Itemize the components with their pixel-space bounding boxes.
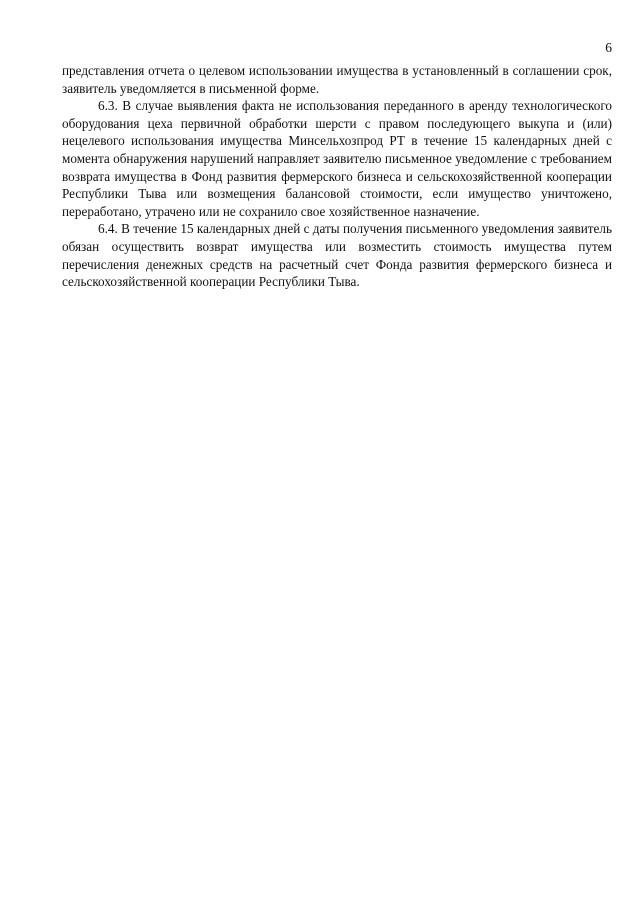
page-number: 6	[605, 40, 612, 55]
paragraph-6-3: 6.3. В случае выявления факта не использования переданного в аренду технологического оборудования цеха первичной обработки шерсти с правом последующего выкупа и (или) нецелевого использования имущества Минсельхозпрод РТ в течение 15 календарных дней с момента обнаружения нарушений направляет заявителю письменное уведомление с требованием возврата имущества в Фонд развития фермерского бизнеса и сельскохозяйственной кооперации Республики Тыва или возмещения балансовой стоимости, если имущество уничтожено, переработано, утрачено или не сохранило свое хозяйственное назначение.	[62, 98, 612, 219]
document-body	[62, 62, 612, 291]
paragraph-continuation: представления отчета о целевом использовании имущества в установленный в соглашении срок, заявитель уведомляется в письменной форме.	[62, 63, 612, 96]
paragraph-6-4: 6.4. В течение 15 календарных дней с даты получения письменного уведомления заявитель обязан осуществить возврат имущества или возместить стоимость имущества путем перечисления денежных средств на расчетный счет Фонда развития фермерского бизнеса и сельскохозяйственной кооперации Республики Тыва.	[62, 221, 612, 290]
